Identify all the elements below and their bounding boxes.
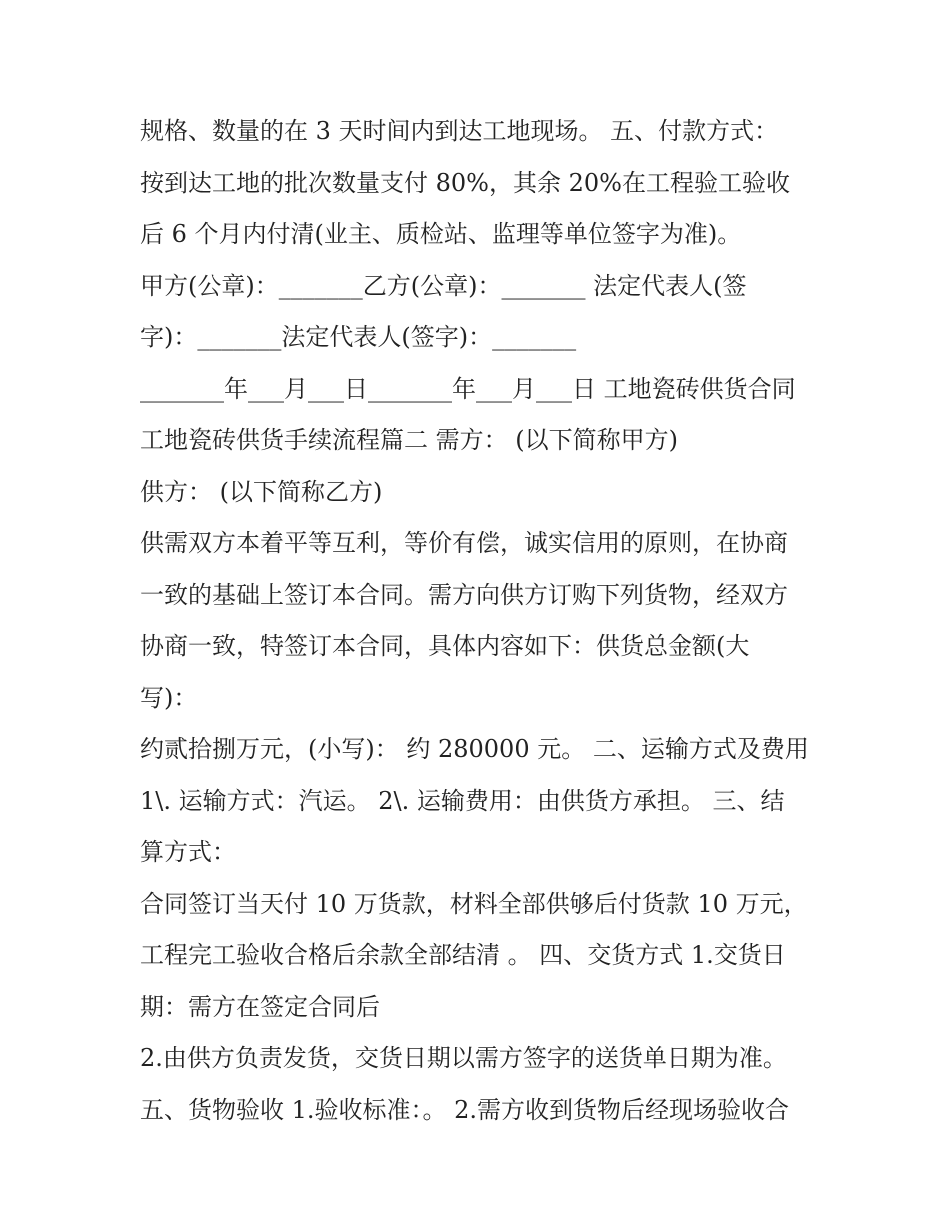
document-body (140, 106, 820, 1136)
text-line-9: 供需双方本着平等互利，等价有偿，诚实信用的原则，在协商 (140, 529, 788, 557)
text-line-3: 后 6 个月内付清(业主、质检站、监理等单位签字为准)。 (140, 220, 742, 248)
text-line-16: 合同签订当天付 10 万货款，材料全部供够后付货款 10 万元， (140, 889, 808, 918)
text-line-11: 协商一致，特签订本合同，具体内容如下：供货总金额(大 (140, 632, 750, 660)
text-line-1: 规格、数量的在 3 天时间内到达工地现场。 五、付款方式： (140, 117, 779, 145)
text-line-12: 写)： (140, 683, 198, 712)
text-line-19: 2.由供方负责发货，交货日期以需方签字的送货单日期为准。 (140, 1044, 787, 1072)
text-line-18: 期：需方在签定合同后 (140, 992, 380, 1021)
text-line-14: 1\. 运输方式：汽运。 2\. 运输费用：由供货方承担。 三、结 (140, 786, 785, 815)
text-line-6: _______年___月___日_______年___月___日 工地瓷砖供货合同 (140, 374, 796, 403)
text-line-4: 甲方(公章)：_______乙方(公章)：_______ 法定代表人(签 (140, 271, 747, 300)
text-line-15: 算方式： (140, 838, 236, 866)
text-line-10: 一致的基础上签订本合同。需方向供方订购下列货物，经双方 (140, 580, 788, 609)
text-line-5: 字)：_______法定代表人(签字)：_______ (140, 323, 577, 351)
text-line-7: 工地瓷砖供货手续流程篇二 需方： (以下简称甲方) (140, 426, 678, 454)
text-line-20: 五、货物验收 1.验收标准：。 2.需方收到货物后经现场验收合 (140, 1095, 790, 1124)
text-line-13: 约贰拾捌万元，(小写)： 约 280000 元。 二、运输方式及费用 (140, 735, 809, 763)
text-line-8: 供方： (以下简称乙方) (140, 477, 383, 506)
text-line-2: 按到达工地的批次数量支付 80%，其余 20%在工程验工验收 (140, 168, 790, 197)
text-line-17: 工程完工验收合格后余款全部结清 。 四、交货方式 1.交货日 (140, 941, 786, 969)
